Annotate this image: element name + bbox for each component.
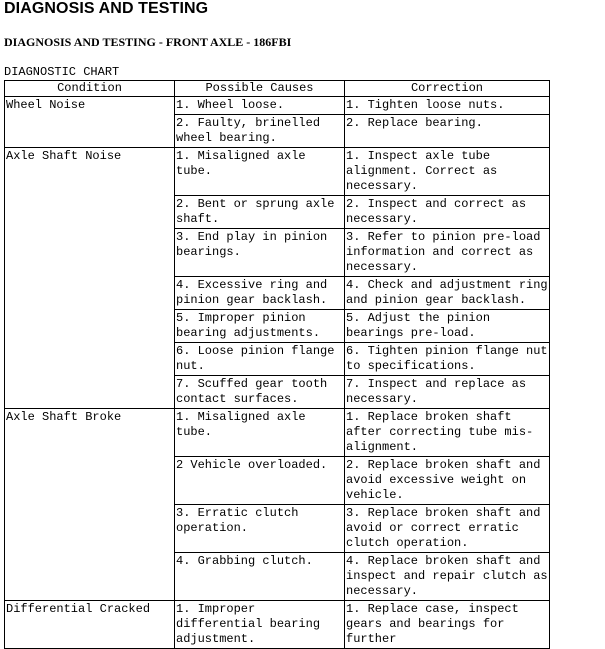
cause-cell: 6. Loose pinion flange nut.	[175, 343, 345, 376]
section-subheading: DIAGNOSIS AND TESTING - FRONT AXLE - 186FBI	[4, 35, 292, 49]
table-header-row	[5, 81, 550, 97]
cause-cell: 2. Faulty, brinelled wheel bearing.	[175, 115, 345, 148]
condition-cell: Differential Cracked	[5, 601, 175, 649]
cause-cell: 1. Misaligned axle tube.	[175, 148, 345, 196]
table-row	[5, 601, 550, 649]
correction-cell: 1. Inspect axle tube alignment. Correct as necessary.	[345, 148, 550, 196]
cause-cell: 1. Wheel loose.	[175, 97, 345, 115]
column-header-possible-causes: Possible Causes	[175, 81, 345, 97]
condition-cell: Axle Shaft Broke	[5, 409, 175, 601]
correction-cell: 7. Inspect and replace as necessary.	[345, 376, 550, 409]
condition-cell: Wheel Noise	[5, 97, 175, 148]
correction-cell: 5. Adjust the pinion bearings pre-load.	[345, 310, 550, 343]
cause-cell: 2. Bent or sprung axle shaft.	[175, 196, 345, 229]
correction-cell: 3. Refer to pinion pre-load information and correct as necessary.	[345, 229, 550, 277]
cause-cell: 7. Scuffed gear tooth contact surfaces.	[175, 376, 345, 409]
correction-cell: 2. Inspect and correct as necessary.	[345, 196, 550, 229]
cause-cell: 3. End play in pinion bearings.	[175, 229, 345, 277]
correction-cell: 2. Replace broken shaft and avoid excessive weight on vehicle.	[345, 457, 550, 505]
condition-cell: Axle Shaft Noise	[5, 148, 175, 409]
correction-cell: 1. Replace case, inspect gears and bearings for further	[345, 601, 550, 649]
correction-cell: 4. Replace broken shaft and inspect and repair clutch as necessary.	[345, 553, 550, 601]
column-header-correction: Correction	[345, 81, 550, 97]
cause-cell: 1. Misaligned axle tube.	[175, 409, 345, 457]
correction-cell: 4. Check and adjustment ring and pinion gear backlash.	[345, 277, 550, 310]
table-row	[5, 148, 550, 196]
correction-cell: 1. Tighten loose nuts.	[345, 97, 550, 115]
cause-cell: 1. Improper differential bearing adjustment.	[175, 601, 345, 649]
correction-cell: 1. Replace broken shaft after correcting tube mis-alignment.	[345, 409, 550, 457]
correction-cell: 6. Tighten pinion flange nut to specifications.	[345, 343, 550, 376]
table-row	[5, 97, 550, 115]
table-row	[5, 409, 550, 457]
column-header-condition: Condition	[5, 81, 175, 97]
correction-cell: 3. Replace broken shaft and avoid or correct erratic clutch operation.	[345, 505, 550, 553]
cause-cell: 3. Erratic clutch operation.	[175, 505, 345, 553]
diagnostic-table	[4, 80, 550, 649]
cause-cell: 2 Vehicle overloaded.	[175, 457, 345, 505]
chart-title: DIAGNOSTIC CHART	[4, 65, 120, 79]
correction-cell: 2. Replace bearing.	[345, 115, 550, 148]
cause-cell: 4. Grabbing clutch.	[175, 553, 345, 601]
cause-cell: 5. Improper pinion bearing adjustments.	[175, 310, 345, 343]
page-heading: DIAGNOSIS AND TESTING	[4, 0, 209, 17]
cause-cell: 4. Excessive ring and pinion gear backlash.	[175, 277, 345, 310]
